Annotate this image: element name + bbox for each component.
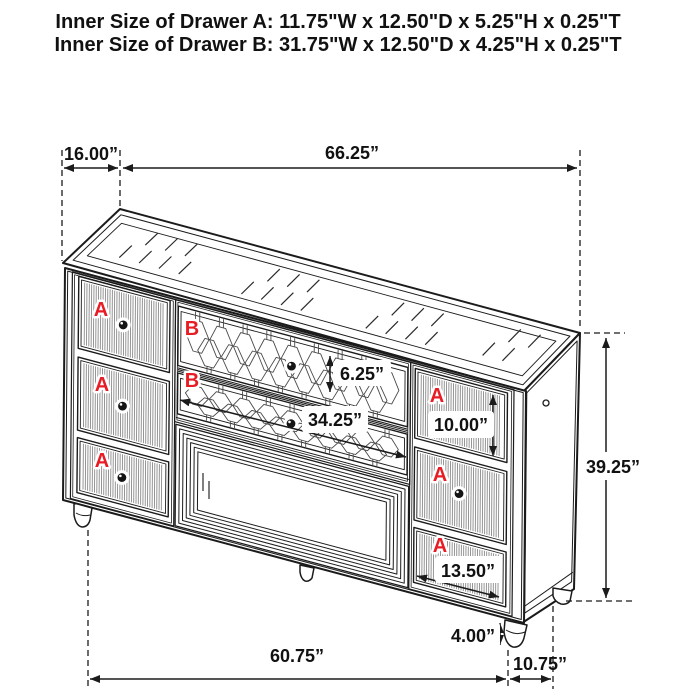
dim-total-height: 39.25”: [585, 457, 641, 477]
drawer-b-lower-label: B: [184, 370, 200, 392]
title-block: [54, 11, 621, 56]
dim-foot-inset-depth: 10.75”: [512, 654, 568, 674]
dim-drawer-b-height: 6.25”: [339, 364, 385, 384]
drawer-a-middle-left-label: A: [94, 374, 110, 396]
dim-top-depth: 16.00”: [63, 144, 119, 164]
dim-drawer-a-width: 13.50”: [440, 561, 496, 581]
dim-front-width: 60.75”: [269, 646, 325, 666]
drawer-a-bottom-right-label: A: [432, 535, 448, 557]
dim-top-width: 66.25”: [324, 143, 380, 163]
dim-drawer-a-height: 10.00”: [433, 415, 489, 435]
title-drawer-a-size: Inner Size of Drawer A: 11.75"W x 12.50"D x 5.25"H x 0.25"T: [55, 11, 621, 33]
dim-foot-height: 4.00”: [450, 626, 496, 646]
drawer-a-top-left-label: A: [93, 299, 109, 321]
dim-drawer-b-width: 34.25”: [307, 410, 363, 430]
drawer-a-top-right-label: A: [429, 385, 445, 407]
drawer-a-middle-right-label: A: [432, 464, 448, 486]
drawer-b-upper-label: B: [184, 318, 200, 340]
drawer-a-bottom-left-label: A: [94, 450, 110, 472]
title-drawer-b-size: Inner Size of Drawer B: 31.75"W x 12.50"D x 4.25"H x 0.25"T: [54, 34, 622, 56]
